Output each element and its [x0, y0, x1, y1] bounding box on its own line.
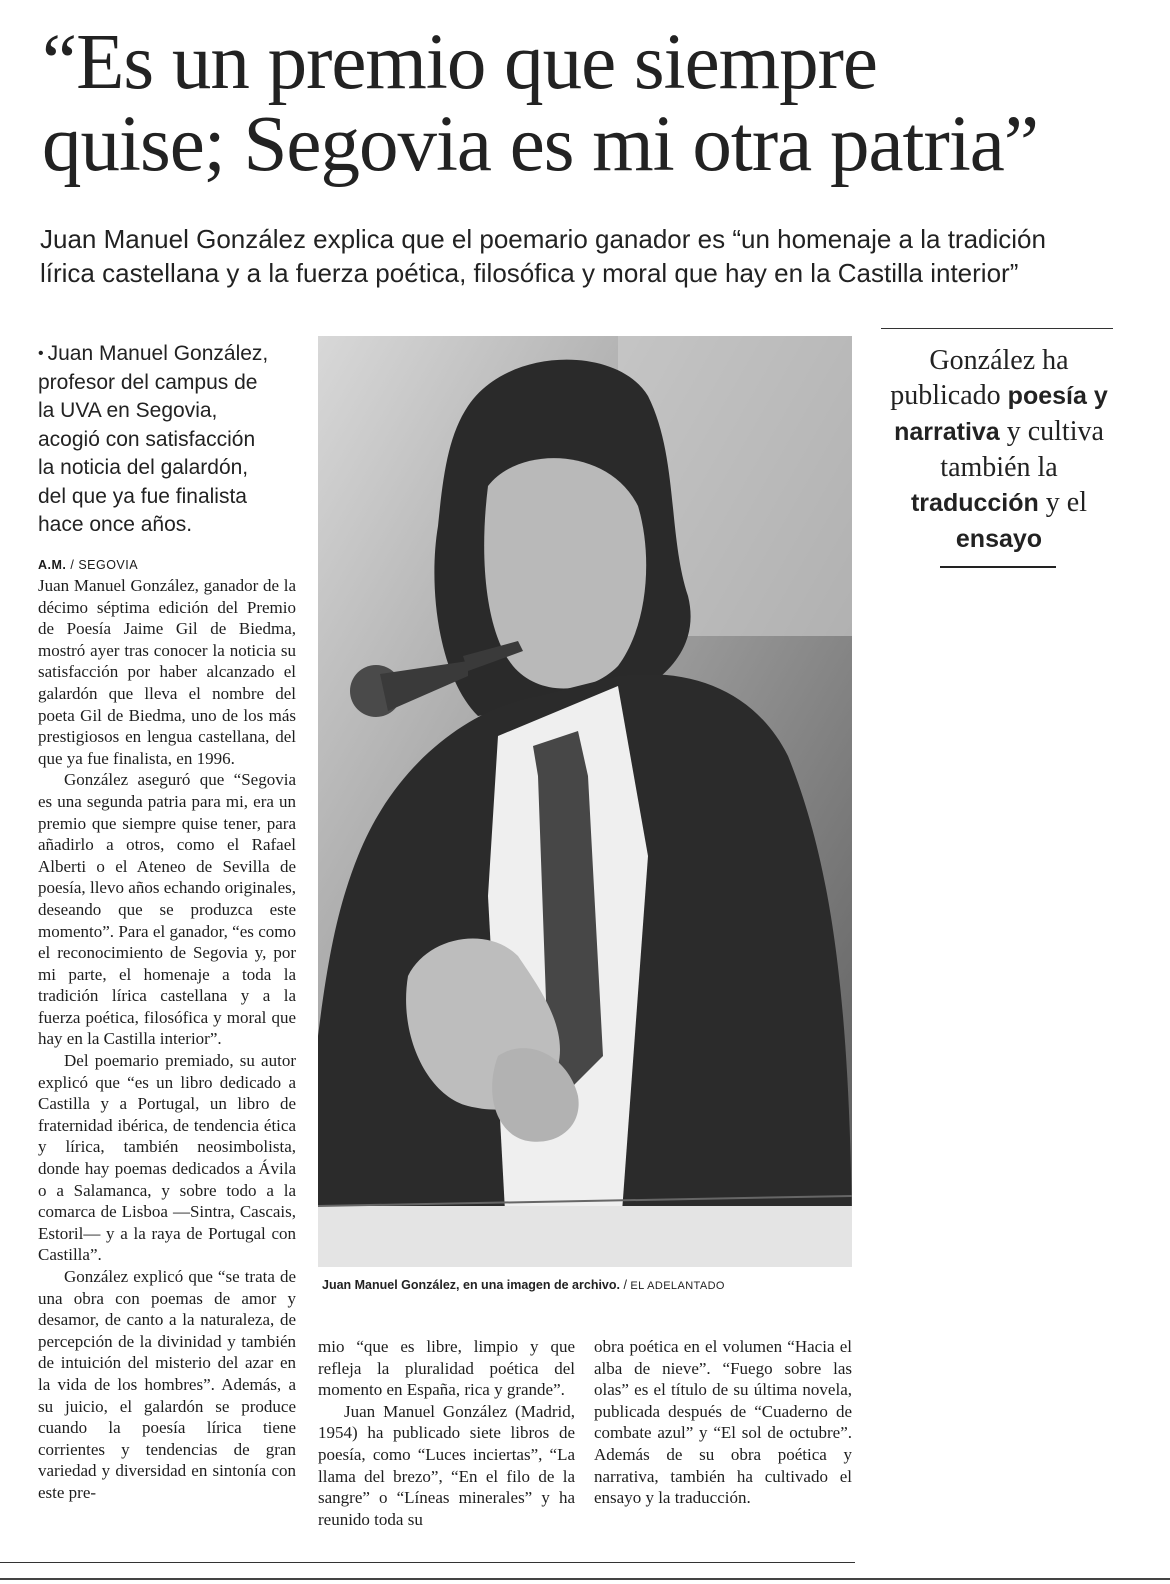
body-column-2 — [318, 1336, 575, 1530]
lead-bullet: • — [38, 345, 44, 363]
pullquote-text: y cultiva también la — [940, 416, 1104, 483]
lead-summary — [38, 340, 270, 540]
pullquote-top-rule — [881, 328, 1113, 329]
body-paragraph: Juan Manuel González (Madrid, 1954) ha publicado siete libros de poesía, como “Luces inciertas”, “La llama del brezo”, “En el filo de la sangre” o “Líneas minerales” y ha reunido toda su — [318, 1401, 575, 1529]
pullquote-text: y el — [1038, 487, 1087, 518]
byline-separator: / — [66, 558, 79, 572]
pullquote-bold: poesía y narrativa — [894, 382, 1108, 446]
portrait-illustration — [318, 336, 852, 1267]
caption-text: Juan Manuel González, en una imagen de archivo. — [322, 1278, 620, 1292]
article-bottom-rule — [0, 1562, 855, 1563]
pullquote-bold: ensayo — [955, 525, 1043, 553]
pullquote-bottom-rule — [940, 566, 1056, 568]
body-paragraph: Juan Manuel González, ganador de la décimo séptima edición del Premio de Poesía Jaime Gil de Biedma, mostró ayer tras conocer la noticia su satisfacción por haber alcanzado el galardón que lleva el nombre del poeta Gil de Biedma, uno de los más prestigiosos en lengua castellana, del que ya fue finalista, en 1996. — [38, 576, 296, 768]
subheadline-line-1: Juan Manuel González explica que el poemario ganador es “un homenaje a la tradición — [40, 224, 1046, 254]
byline — [38, 558, 138, 572]
byline-author: A.M. — [38, 558, 67, 572]
article-photo — [318, 336, 852, 1267]
page-bottom-rule — [0, 1578, 1170, 1580]
body-paragraph: González aseguró que “Segovia es una segunda patria para mi, era un premio que siempre quise tener, para añadirlo a otros, como el Rafael Alberti o el Ateneo de Sevilla de poesía, llevo años echando originales, deseando que se produzca este momento”. Para el ganador, “es como el reconocimiento de Segovia y, por mi parte, el homenaje a toda la tradición lírica castellana y a la fuerza poética, filosófica y moral que hay en la Castilla interior”. — [38, 770, 296, 1049]
caption-separator: / — [620, 1278, 631, 1292]
pullquote — [876, 343, 1122, 557]
subheadline-line-2: lírica castellana y a la fuerza poética, filosófica y moral que hay en la Castilla interior” — [40, 258, 1019, 288]
body-paragraph: obra poética en el volumen “Hacia el alba de nieve”. “Fuego sobre las olas” es el título de su última novela, publicada después de “Cuaderno de combate azul” y “El sol de octubre”. Además de su obra poética y narrativa, también ha cultivado el ensayo y la traducción. — [594, 1337, 852, 1508]
headline-line-2: quise; Segovia es mi otra patria” — [42, 101, 1038, 188]
byline-place: SEGOVIA — [78, 558, 139, 572]
pullquote-text: González ha publicado — [890, 345, 1069, 411]
headline — [42, 19, 1152, 188]
body-paragraph: Del poemario premiado, su autor explicó que “es un libro dedicado a Castilla y a Portugal, un libro de fraternidad ibérica, de tendencia ética y lírica, también neosimbolista, donde hay poemas dedicados a Ávila o a Salamanca, y sobre todo a la comarca de Lisboa —Sintra, Cascais, Estoril— y a la raya de Portugal con Castilla”. — [38, 1051, 296, 1265]
photo-credit: EL ADELANTADO — [630, 1280, 725, 1292]
lead-text: Juan Manuel González, profesor del campus de la UVA en Segovia, acogió con satisfacción la noticia del galardón, del que ya fue finalista hace once años. — [38, 342, 269, 537]
body-paragraph: González explicó que “se trata de una obra con poemas de amor y desamor, de canto a la naturaleza, de percepción de la divinidad y también de intuición del misterio del azar en la vida de los hombres”. Además, a su juicio, el galardón se produce cuando la poesía lírica tiene corrientes y tendencias de gran variedad y diversidad en sintonía con este pre- — [38, 1267, 296, 1502]
subheadline — [40, 222, 1150, 290]
pullquote-bold: traducción — [910, 489, 1039, 517]
body-paragraph: mio “que es libre, limpio y que refleja la pluralidad poética del momento en España, rica y grande”. — [318, 1337, 575, 1400]
headline-line-1: “Es un premio que siempre — [42, 19, 877, 106]
photo-caption — [322, 1278, 725, 1292]
body-column-1 — [38, 575, 296, 1504]
body-column-3 — [594, 1336, 852, 1509]
